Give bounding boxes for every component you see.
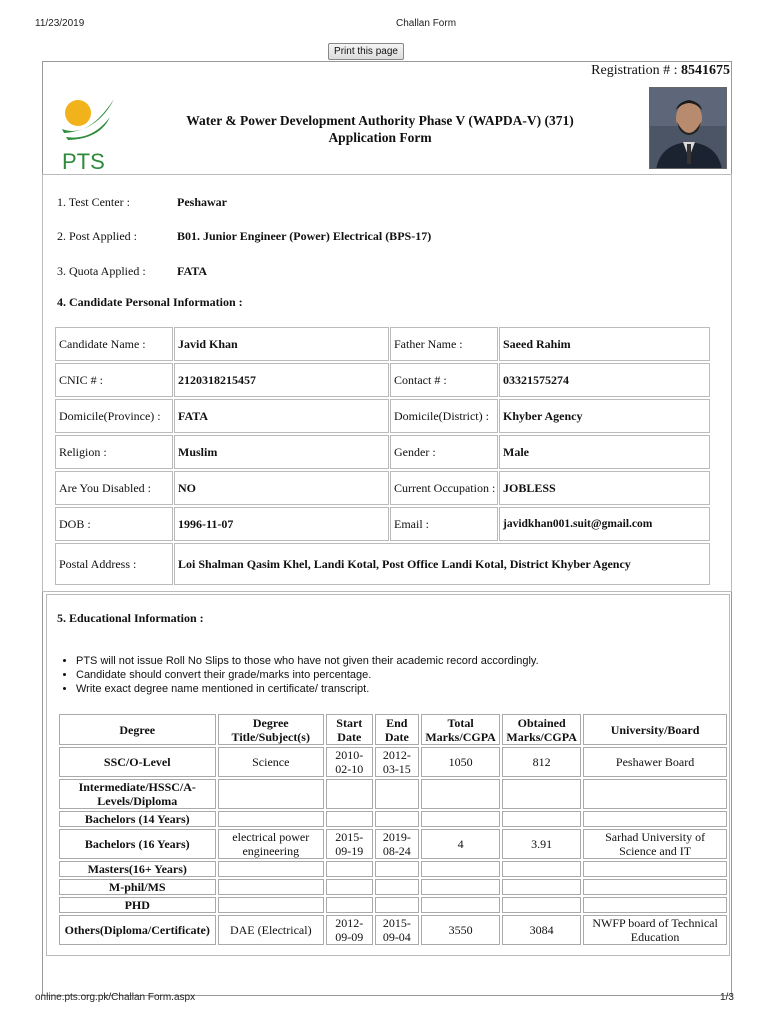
obtained-cell xyxy=(502,861,581,877)
end-cell: 2019-08-24 xyxy=(375,829,419,859)
logo-text: PTS xyxy=(62,149,105,173)
print-button[interactable]: Print this page xyxy=(328,43,404,60)
start-cell: 2015-09-19 xyxy=(326,829,373,859)
university-cell xyxy=(583,779,727,809)
table-row xyxy=(59,747,727,777)
candidate-photo xyxy=(649,87,727,169)
form-title xyxy=(150,112,610,146)
degree-cell: Intermediate/HSSC/A-Levels/Diploma xyxy=(59,779,216,809)
occupation-label: Current Occupation : xyxy=(390,471,498,505)
note-item: • Candidate should convert their grade/marks into percentage. xyxy=(76,668,539,682)
col-university: University/Board xyxy=(583,714,727,745)
total-cell: 4 xyxy=(421,829,500,859)
religion-value: Muslim xyxy=(174,435,389,469)
table-row xyxy=(59,879,727,895)
degree-cell: PHD xyxy=(59,897,216,913)
registration-label: Registration # : xyxy=(591,63,678,78)
obtained-cell xyxy=(502,879,581,895)
obtained-cell xyxy=(502,811,581,827)
email-value: javidkhan001.suit@gmail.com xyxy=(499,507,710,541)
table-row xyxy=(59,897,727,913)
obtained-cell xyxy=(502,897,581,913)
total-cell xyxy=(421,861,500,877)
obtained-cell: 812 xyxy=(502,747,581,777)
title-cell xyxy=(218,879,325,895)
email-label: Email : xyxy=(390,507,498,541)
print-title: Challan Form xyxy=(396,18,457,29)
post-applied-label: 2. Post Applied : xyxy=(57,229,138,243)
quota-applied-label: 3. Quota Applied : xyxy=(57,264,146,278)
occupation-value: JOBLESS xyxy=(499,471,710,505)
total-cell xyxy=(421,879,500,895)
candidate-name-label: Candidate Name : xyxy=(55,327,173,361)
contact-label: Contact # : xyxy=(390,363,498,397)
start-cell xyxy=(326,897,373,913)
postal-address-label: Postal Address : xyxy=(55,543,173,585)
education-heading: 5. Educational Information : xyxy=(57,611,204,625)
pts-logo xyxy=(58,95,120,173)
domicile-province-label: Domicile(Province) : xyxy=(55,399,173,433)
col-start: Start Date xyxy=(326,714,373,745)
table-header-row xyxy=(59,714,727,745)
university-cell: Peshawer Board xyxy=(583,747,727,777)
end-cell xyxy=(375,897,419,913)
title-cell: Science xyxy=(218,747,325,777)
title-cell xyxy=(218,811,325,827)
form-title-line2: Application Form xyxy=(328,130,432,145)
university-cell xyxy=(583,861,727,877)
university-cell: Sarhad University of Science and IT xyxy=(583,829,727,859)
personal-info-heading: 4. Candidate Personal Information : xyxy=(57,295,243,309)
quota-applied-value: FATA xyxy=(177,264,207,278)
total-cell xyxy=(421,897,500,913)
note-item: • Write exact degree name mentioned in certificate/ transcript. xyxy=(76,682,539,696)
col-total: Total Marks/CGPA xyxy=(421,714,500,745)
domicile-district-value: Khyber Agency xyxy=(499,399,710,433)
title-cell xyxy=(218,861,325,877)
end-cell xyxy=(375,811,419,827)
gender-value: Male xyxy=(499,435,710,469)
form-title-line1: Water & Power Development Authority Phase V (WAPDA-V) (371) xyxy=(186,113,574,128)
end-cell xyxy=(375,879,419,895)
gender-label: Gender : xyxy=(390,435,498,469)
note-item: • PTS will not issue Roll No Slips to those who have not given their academic record accordingly. xyxy=(76,654,539,668)
domicile-province-value: FATA xyxy=(174,399,389,433)
education-notes xyxy=(56,654,539,696)
col-degree: Degree xyxy=(59,714,216,745)
col-obtained: Obtained Marks/CGPA xyxy=(502,714,581,745)
degree-cell: Bachelors (16 Years) xyxy=(59,829,216,859)
total-cell: 3550 xyxy=(421,915,500,945)
end-cell: 2015-09-04 xyxy=(375,915,419,945)
domicile-district-label: Domicile(District) : xyxy=(390,399,498,433)
table-row xyxy=(59,915,727,945)
obtained-cell: 3.91 xyxy=(502,829,581,859)
father-name-value: Saeed Rahim xyxy=(499,327,710,361)
total-cell xyxy=(421,811,500,827)
total-cell: 1050 xyxy=(421,747,500,777)
father-name-label: Father Name : xyxy=(390,327,498,361)
degree-cell: Others(Diploma/Certificate) xyxy=(59,915,216,945)
end-cell: 2012-03-15 xyxy=(375,747,419,777)
table-row xyxy=(59,811,727,827)
title-cell: DAE (Electrical) xyxy=(218,915,325,945)
start-cell xyxy=(326,811,373,827)
start-cell: 2012-09-09 xyxy=(326,915,373,945)
university-cell xyxy=(583,879,727,895)
table-row xyxy=(59,829,727,859)
title-cell xyxy=(218,897,325,913)
disabled-label: Are You Disabled : xyxy=(55,471,173,505)
religion-label: Religion : xyxy=(55,435,173,469)
col-title: Degree Title/Subject(s) xyxy=(218,714,325,745)
table-row xyxy=(59,861,727,877)
start-cell xyxy=(326,779,373,809)
registration-value: 8541675 xyxy=(681,63,730,78)
candidate-name-value: Javid Khan xyxy=(174,327,389,361)
end-cell xyxy=(375,861,419,877)
footer-page-number: 1/3 xyxy=(720,992,734,1003)
print-date: 11/23/2019 xyxy=(35,18,85,29)
start-cell: 2010-02-10 xyxy=(326,747,373,777)
title-cell: electrical power engineering xyxy=(218,829,325,859)
test-center-label: 1. Test Center : xyxy=(57,195,130,209)
col-end: End Date xyxy=(375,714,419,745)
registration-number xyxy=(591,63,730,79)
university-cell: NWFP board of Technical Education xyxy=(583,915,727,945)
title-cell xyxy=(218,779,325,809)
table-row xyxy=(59,779,727,809)
end-cell xyxy=(375,779,419,809)
start-cell xyxy=(326,861,373,877)
cnic-label: CNIC # : xyxy=(55,363,173,397)
degree-cell: SSC/O-Level xyxy=(59,747,216,777)
dob-label: DOB : xyxy=(55,507,173,541)
obtained-cell: 3084 xyxy=(502,915,581,945)
post-applied-value: B01. Junior Engineer (Power) Electrical (BPS-17) xyxy=(177,229,432,243)
postal-address-value: Loi Shalman Qasim Khel, Landi Kotal, Post Office Landi Kotal, District Khyber Agency xyxy=(174,543,710,585)
degree-cell: M-phil/MS xyxy=(59,879,216,895)
test-center-value: Peshawar xyxy=(177,195,227,209)
footer-url: online.pts.org.pk/Challan Form.aspx xyxy=(35,992,196,1003)
contact-value: 03321575274 xyxy=(499,363,710,397)
university-cell xyxy=(583,811,727,827)
obtained-cell xyxy=(502,779,581,809)
education-table xyxy=(57,712,729,947)
degree-cell: Masters(16+ Years) xyxy=(59,861,216,877)
start-cell xyxy=(326,879,373,895)
total-cell xyxy=(421,779,500,809)
degree-cell: Bachelors (14 Years) xyxy=(59,811,216,827)
disabled-value: NO xyxy=(174,471,389,505)
cnic-value: 2120318215457 xyxy=(174,363,389,397)
university-cell xyxy=(583,897,727,913)
dob-value: 1996-11-07 xyxy=(174,507,389,541)
